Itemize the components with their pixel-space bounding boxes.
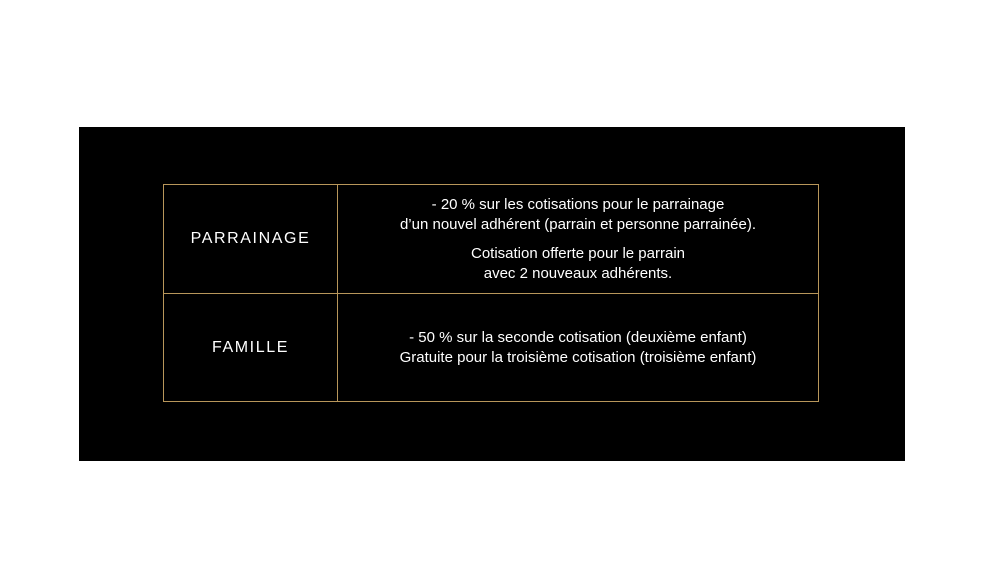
famille-description-cell bbox=[338, 294, 818, 401]
parrainage-paragraph-1 bbox=[400, 195, 756, 235]
parrainage-label: PARRAINAGE bbox=[190, 230, 311, 247]
pricing-panel bbox=[79, 127, 905, 461]
famille-paragraph-1 bbox=[400, 328, 757, 368]
parrainage-p1-line2: d’un nouvel adhérent (parrain et personne parrainée). bbox=[399, 215, 757, 233]
famille-p1-line1: - 50 % sur la seconde cotisation (deuxième enfant) bbox=[409, 328, 747, 346]
parrainage-description-cell bbox=[338, 185, 818, 294]
parrainage-p2-line1: Cotisation offerte pour le parrain bbox=[470, 244, 685, 262]
famille-label: FAMILLE bbox=[211, 338, 289, 356]
parrainage-paragraph-2 bbox=[471, 244, 685, 284]
famille-p1-line2: Gratuite pour la troisième cotisation (troisième enfant) bbox=[399, 348, 757, 366]
famille-label-cell bbox=[164, 294, 338, 401]
discount-table bbox=[163, 184, 819, 402]
parrainage-label-cell bbox=[164, 185, 338, 294]
parrainage-p1-line1: - 20 % sur les cotisations pour le parrainage bbox=[431, 195, 725, 213]
parrainage-p2-line2: avec 2 nouveaux adhérents. bbox=[483, 264, 673, 282]
